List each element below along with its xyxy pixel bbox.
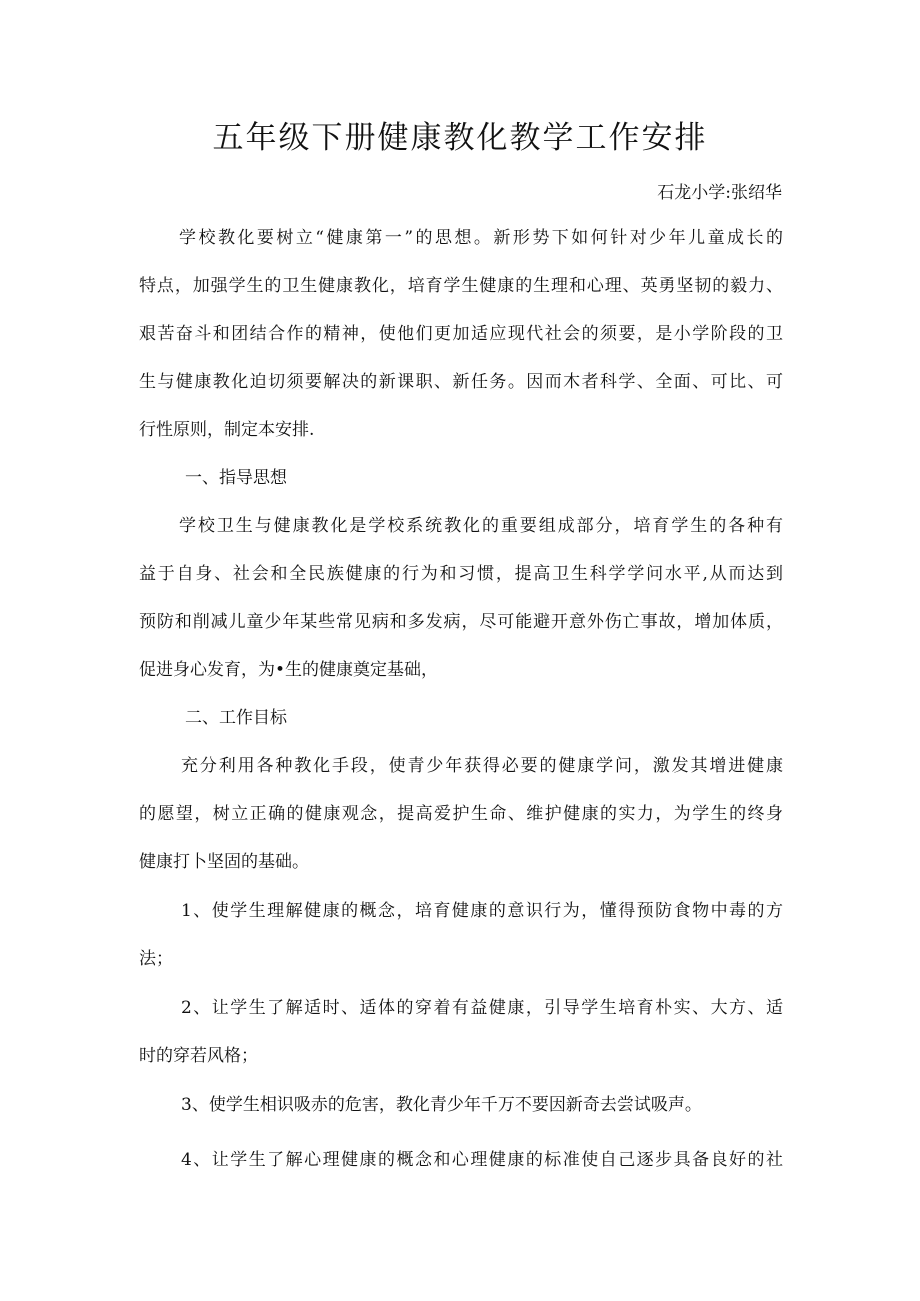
goal-item-4-line-1: 4、让学生了解心理健康的概念和心理健康的标准使自己逐步具备良好的社 <box>181 1150 783 1170</box>
goal-item-1-line-1: 1、使学生理解健康的概念，培育健康的意识行为，懂得预防食物中毒的方 <box>181 901 783 921</box>
section1-line-2: 益于自身、社会和全民族健康的行为和习惯，提高卫生科学学问水平,从而达到 <box>139 564 783 584</box>
intro-line-2: 特点，加强学生的卫生健康教化，培育学生健康的生理和心理、英勇坚韧的毅力、 <box>139 276 783 296</box>
section1-line-4: 促进身心发育，为•生的健康奠定基础， <box>139 660 439 680</box>
section2-line-3: 健康打卜坚固的基础。 <box>139 852 309 872</box>
section1-line-3: 预防和削减儿童少年某些常见病和多发病，尽可能避开意外伤亡事故，增加体质， <box>139 612 783 632</box>
section2-line-1: 充分利用各种教化手段，使青少年获得必要的健康学问，激发其增进健康 <box>181 756 783 776</box>
intro-line-1: 学校教化要树立“健康第一”的思想。新形势下如何针对少年儿童成长的 <box>179 228 783 248</box>
section1-line-1: 学校卫生与健康教化是学校系统教化的重要组成部分，培育学生的各种有 <box>179 516 783 536</box>
goal-item-1-line-2: 法； <box>139 949 173 969</box>
goal-item-2-line-2: 时的穿若风格； <box>139 1046 258 1066</box>
intro-line-3: 艰苦奋斗和团结合作的精神，使他们更加适应现代社会的须要，是小学阶段的卫 <box>139 324 783 344</box>
section-heading-guiding-thought: 一、指导思想 <box>185 468 287 488</box>
author-line: 石龙小学:张绍华 <box>657 183 782 203</box>
intro-line-5: 行性原则，制定本安排. <box>139 420 315 440</box>
section2-line-2: 的愿望，树立正确的健康观念，提高爱护生命、维护健康的实力，为学生的终身 <box>139 804 783 824</box>
goal-item-2-line-1: 2、让学生了解适时、适体的穿着有益健康，引导学生培育朴实、大方、适 <box>181 998 783 1018</box>
goal-item-3-line-1: 3、使学生相识吸赤的危害，教化青少年千万不要因新奇去尝试吸声。 <box>181 1095 702 1115</box>
document-title: 五年级下册健康教化教学工作安排 <box>212 120 708 156</box>
intro-line-4: 生与健康教化迫切须要解决的新课职、新任务。因而木者科学、全面、可比、可 <box>139 372 783 392</box>
section-heading-work-goals: 二、工作目标 <box>185 708 287 728</box>
